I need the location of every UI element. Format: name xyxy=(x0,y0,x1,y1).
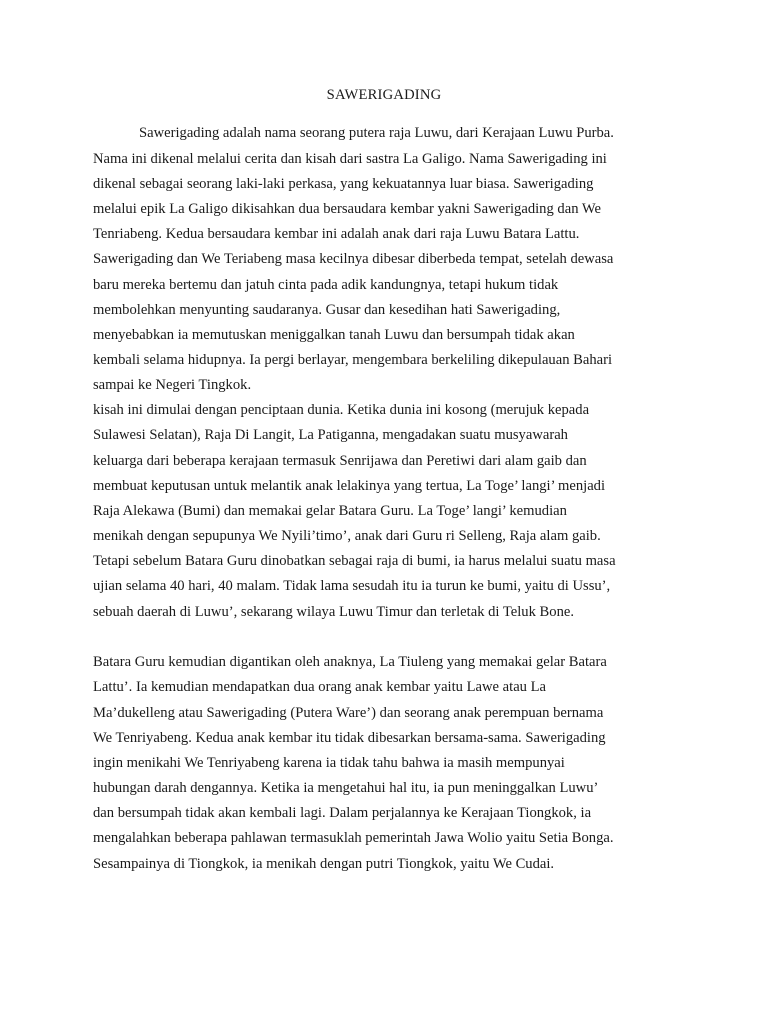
paragraph-3-line-6: hubungan darah dengannya. Ketika ia mengetahui hal itu, ia pun meninggalkan Luwu’ xyxy=(93,780,599,796)
paragraph-1-line-7: baru mereka bertemu dan jatuh cinta pada adik kandungnya, tetapi hukum tidak xyxy=(93,277,559,293)
paragraph-1-line-5: Tenriabeng. Kedua bersaudara kembar ini adalah anak dari raja Luwu Batara Lattu. xyxy=(93,226,580,242)
paragraph-1-line-9: menyebabkan ia memutuskan meniggalkan tanah Luwu dan bersumpah tidak akan xyxy=(93,327,575,343)
paragraph-3-line-8: mengalahkan beberapa pahlawan termasuklah pemerintah Jawa Wolio yaitu Setia Bonga. xyxy=(93,830,614,846)
paragraph-1-line-10: kembali selama hidupnya. Ia pergi berlayar, mengembara berkeliling dikepulauan Bahari xyxy=(93,352,613,368)
paragraph-1-line-2: Nama ini dikenal melalui cerita dan kisah dari sastra La Galigo. Nama Sawerigading ini xyxy=(93,151,607,167)
paragraph-2-line-4: membuat keputusan untuk melantik anak lelakinya yang tertua, La Toge’ langi’ menjadi xyxy=(93,478,606,494)
paragraph-3-line-9: Sesampainya di Tiongkok, ia menikah dengan putri Tiongkok, yaitu We Cudai. xyxy=(93,856,555,872)
paragraph-3-line-5: ingin menikahi We Tenriyabeng karena ia tidak tahu bahwa ia masih mempunyai xyxy=(93,755,565,771)
paragraph-2-line-6: menikah dengan sepupunya We Nyili’timo’, anak dari Guru ri Selleng, Raja alam gaib. xyxy=(93,528,601,544)
paragraph-3-line-3: Ma’dukelleng atau Sawerigading (Putera Ware’) dan seorang anak perempuan bernama xyxy=(93,705,604,721)
paragraph-3-line-2: Lattu’. Ia kemudian mendapatkan dua orang anak kembar yaitu Lawe atau La xyxy=(93,679,547,695)
paragraph-3-line-7: dan bersumpah tidak akan kembali lagi. Dalam perjalannya ke Kerajaan Tiongkok, ia xyxy=(93,805,592,821)
document-title: SAWERIGADING xyxy=(326,87,442,103)
paragraph-1-line-1: Sawerigading adalah nama seorang putera raja Luwu, dari Kerajaan Luwu Purba. xyxy=(139,125,614,141)
paragraph-3-line-4: We Tenriyabeng. Kedua anak kembar itu tidak dibesarkan bersama-sama. Sawerigading xyxy=(93,730,606,746)
paragraph-1-line-11: sampai ke Negeri Tingkok. xyxy=(93,377,252,393)
paragraph-2-line-8: ujian selama 40 hari, 40 malam. Tidak lama sesudah itu ia turun ke bumi, yaitu di Ussu’, xyxy=(93,578,611,594)
paragraph-1-line-3: dikenal sebagai seorang laki-laki perkasa, yang kekuatannya luar biasa. Sawerigading xyxy=(93,176,594,192)
paragraph-2-line-1: kisah ini dimulai dengan penciptaan dunia. Ketika dunia ini kosong (merujuk kepada xyxy=(93,402,590,418)
paragraph-1-line-4: melalui epik La Galigo dikisahkan dua bersaudara kembar yakni Sawerigading dan We xyxy=(93,201,601,217)
paragraph-1-line-6: Sawerigading dan We Teriabeng masa kecilnya dibesar diberbeda tempat, setelah dewasa xyxy=(93,251,614,267)
paragraph-3-line-1: Batara Guru kemudian digantikan oleh anaknya, La Tiuleng yang memakai gelar Batara xyxy=(93,654,607,670)
paragraph-2-line-3: keluarga dari beberapa kerajaan termasuk Senrijawa dan Peretiwi dari alam gaib dan xyxy=(93,453,587,469)
paragraph-2-line-7: Tetapi sebelum Batara Guru dinobatkan sebagai raja di bumi, ia harus melalui suatu masa xyxy=(93,553,616,569)
paragraph-2-line-2: Sulawesi Selatan), Raja Di Langit, La Patiganna, mengadakan suatu musyawarah xyxy=(93,427,568,443)
paragraph-2-line-5: Raja Alekawa (Bumi) dan memakai gelar Batara Guru. La Toge’ langi’ kemudian xyxy=(93,503,567,519)
paragraph-2-line-9: sebuah daerah di Luwu’, sekarang wilaya Luwu Timur dan terletak di Teluk Bone. xyxy=(93,604,574,620)
paragraph-1-line-8: membolehkan menyunting saudaranya. Gusar dan kesedihan hati Sawerigading, xyxy=(93,302,561,318)
